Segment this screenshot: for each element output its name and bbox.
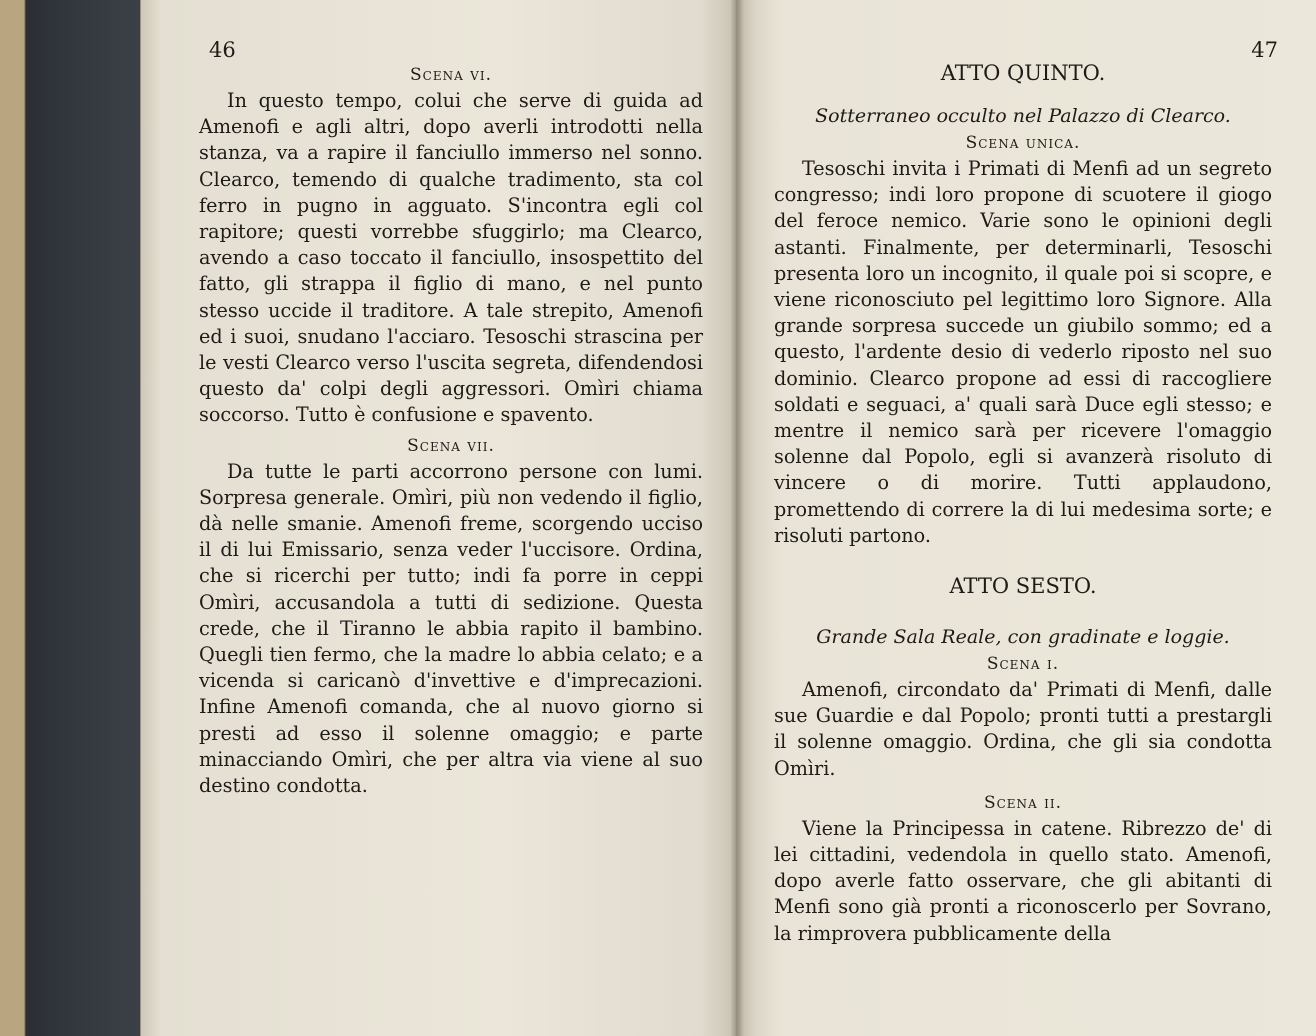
- page-number: 46: [209, 38, 236, 62]
- scene-vii-text: Da tutte le parti accorrono persone con lumi. Sorpresa generale. Omìri, più non vedendo il figlio, dà nelle smanie. Amenofi freme, scorgendo ucciso il di lui Emissario, senza veder l'uccisore. Ordina, che si ricerchi per tutto; indi fa porre in ceppi Omìri, accusandola a tutti di sedizione. Questa crede, che il Tiranno le abbia rapito il bambino. Quegli tien fermo, che la madre lo abbia celato; e a vicenda si caricanò d'invettive e d'imprecazioni. Infine Amenofi comanda, che al nuovo giorno si presti ad esso il solenne omaggio; e parte minacciando Omìri, che per altra via viene al suo destino condotta.: [199, 459, 703, 798]
- act-v-text: Tesoschi invita i Primati di Menfi ad un segreto congresso; indi loro propone di scuotere il giogo del feroce nemico. Varie sono le opinioni degli astanti. Finalmente, per determinarli, Tesoschi presenta loro un incognito, il quale poi si scopre, e viene riconosciuto pel legittimo loro Signore. Alla grande sorpresa succede un giubilo sommo; ed a questo, l'ardente desio di vederlo riposto nel suo dominio. Clearco propone ad essi di raccogliere soldati e seguaci, a' quali sarà Duce egli stesso; e mentre il nemico sarà per ricevere l'omaggio solenne dal Popolo, egli si avanzerà risoluto di vincere o di morire. Tutti applaudono, promettendo di correre la di lui medesima sorte; e risoluti partono.: [774, 157, 1272, 547]
- act-v-setting: Sotterraneo occulto nel Palazzo di Clearco.: [815, 105, 1231, 127]
- act-vi-scene-i-text: Amenofi, circondato da' Primati di Menfi, dalle sue Guardie e dal Popolo; pronti tutti a prestargli il solenne omaggio. Ordina, che gli sia condotta Omìri.: [774, 678, 1272, 780]
- left-page-text: [199, 62, 703, 799]
- scene-vi-text: In questo tempo, colui che serve di guida ad Amenofi e agli altri, dopo averli introdotti nella stanza, va a rapire il fanciullo immerso nel sonno. Clearco, temendo di qualche tradimento, sta col ferro in pugno in agguato. S'incontra egli col rapitore; questi vorrebbe sfuggirlo; ma Clearco, avendo a caso toccato il fanciullo, insospettito del fatto, gli strappa il figlio di mano, e nel punto stesso uccide il traditore. A tale strepito, Amenofi ed i suoi, snudano l'acciaro. Tesoschi strascina per le vesti Clearco verso l'uscita segreta, difendendosi questo da' colpi degli aggressori. Omìri chiama soccorso. Tutto è confusione e spavento.: [199, 89, 703, 427]
- page-number: 47: [1251, 38, 1278, 62]
- background-left-dark: [0, 0, 140, 1036]
- left-page: [140, 0, 737, 1036]
- book-gutter: [730, 0, 744, 1036]
- right-page: [736, 0, 1316, 1036]
- act-v-title: ATTO QUINTO.: [940, 61, 1106, 85]
- act-vi-scene-ii-heading: Scena ii.: [983, 792, 1063, 813]
- act-v-scene-heading: Scena unica.: [965, 133, 1081, 153]
- right-page-text: [774, 58, 1272, 947]
- act-vi-title: ATTO SESTO.: [949, 574, 1097, 599]
- act-vi-scene-ii-text: Viene la Principessa in catene. Ribrezzo de' di lei cittadini, vedendola in quello stato. Amenofi, dopo averle fatto osservare, che gli abitanti di Menfi sono già pronti a riconoscerlo per Sovrano, la rimprovera pubblicamente della: [774, 816, 1272, 945]
- act-vi-scene-i-heading: Scena i.: [986, 654, 1060, 675]
- scene-vi-heading: Scena vi.: [410, 65, 492, 85]
- scene-vii-heading: Scena vii.: [407, 435, 495, 456]
- act-vi-setting: Grande Sala Reale, con gradinate e loggie.: [816, 626, 1230, 649]
